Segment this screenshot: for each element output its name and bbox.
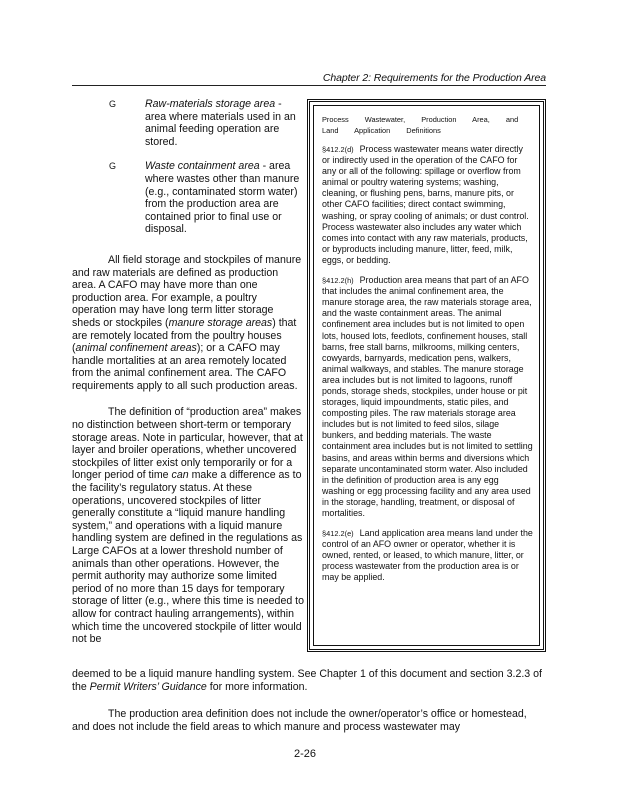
regulation-ref: §412.2(d) [322,145,354,154]
italic-run: can [171,469,189,482]
left-column [72,98,304,660]
definition-text: Land application area means land under the control of an AFO owner or operator, whether it is owned, rented, or leased, to which manure, litter, or process wastewater from the production area is or may be applied. [322,528,533,583]
text-run: ); or a CAFO may handle mortalities at an area remotely located from the animal confinement area. The CAFO requirements apply to all such production areas. [72,342,298,392]
page-number: 2-26 [294,748,317,760]
definition-text: Production area means that part of an AFO that includes the animal confinement area, the manure storage area, the raw materials storage area, and the waste containment areas. The animal confinement area includes but is not limited to open lots, housed lots, feedlots, confinement houses, stall barns, free stall barns, milkrooms, milking centers, cowyards, barnyards, medication pens, walkers, animal walkways, and stables. The manure storage area includes but is not limited to lagoons, runoff ponds, storage sheds, stockpiles, under house or pit storages, liquid impoundments, static piles, and composting piles. The raw materials storage area includes but is not limited to feed silos, silage bunkers, and bedding materials. The waste containment area includes but is not limited to settling basins, and areas within berms and diversions which separate uncontaminated storm water. Also included in the definition of production area is any egg washing or egg processing facility and any area used in the storage, handling, treatment, or disposal of mortalities. [322,275,533,518]
text-run: make a difference as to the facility’s regulatory status. At these operations, uncovered stockpiles of litter generally constitute a “liquid manure handling system,” and operations with a liquid manure handling system are defined in the regulations as Large CAFOs at a lower threshold number of animals than other operations. However, the permit authority may authorize some limited period of no more than 15 days for temporary storage of litter (e.g., where this time is needed to allow for contract hauling arrangements), within which time the uncovered stockpile of litter would not be [72,469,305,646]
paragraph-production-area-definition [72,406,304,645]
italic-run: animal confinement areas [75,342,197,355]
sidebar-title: Process Wastewater, Production Area, and Land Application Definitions [322,115,519,135]
definitions-sidebar [307,99,546,652]
definition-text: Process wastewater means water directly or indirectly used in the operation of the CAFO for any or all of the following: spillage or overflow from animal or poultry watering systems; washing, cleaning, or flushing pens, barns, manure pits, or other CAFO facilities; direct contact swimming, washing, or spray cooling of animals; or dust control. Process wastewater also includes any water which comes into contact with any raw materials, products, or byproducts including manure, litter, feed, milk, eggs, or bedding. [322,144,529,265]
sidebar-inner [313,105,540,646]
regulation-ref: §412.2(h) [322,276,354,286]
text-run: The definition of “production area” makes no distinction between short-term or temporary storage areas. Note in particular, however, that at layer and broiler operations, whether uncovered stockpiles of litter exist only temporarily or for a longer period of time [72,406,303,482]
bullet-term: Waste containment area [145,160,260,173]
bullet-text: - area where wastes other than manure (e.g., contaminated storm water) from the production area are contained prior to final use or disposal. [145,160,300,236]
definition-land-application [322,528,533,583]
header-rule [72,85,546,86]
running-header: Chapter 2: Requirements for the Production Area [322,72,546,84]
text-run: All field storage and stockpiles of manure and raw materials are defined as production area. A CAFO may have more than one production area. For example, a poultry operation may have long term litter storage sheds or stockpiles ( [72,253,302,329]
text-run: deemed to be a liquid manure handling system. See Chapter 1 of this document and section 3.2.3 of the [72,668,542,693]
bullet-mark: G [109,99,117,109]
text-run: ) that are remotely located from the poultry houses ( [72,316,297,355]
bullet-raw-materials [72,98,304,148]
paragraph-field-storage [72,254,304,393]
definition-process-wastewater [322,144,533,266]
paragraph-continuation [72,668,546,694]
bullet-waste-containment [72,160,304,236]
italic-run: Permit Writers’ Guidance [89,681,207,693]
regulation-ref: §412.2(e) [322,529,354,539]
italic-run: manure storage areas [168,316,273,329]
bullet-term: Raw-materials storage area [145,98,276,110]
bullet-text: - area where materials used in an animal feeding operation are stored. [145,98,296,148]
paragraph-homestead: The production area definition does not include the owner/operator’s office or homestead, and does not include the field areas to which manure and process wastewater may [72,708,527,733]
definition-production-area [322,275,533,519]
text-run: for more information. [206,681,308,693]
bullet-mark: G [109,161,117,172]
